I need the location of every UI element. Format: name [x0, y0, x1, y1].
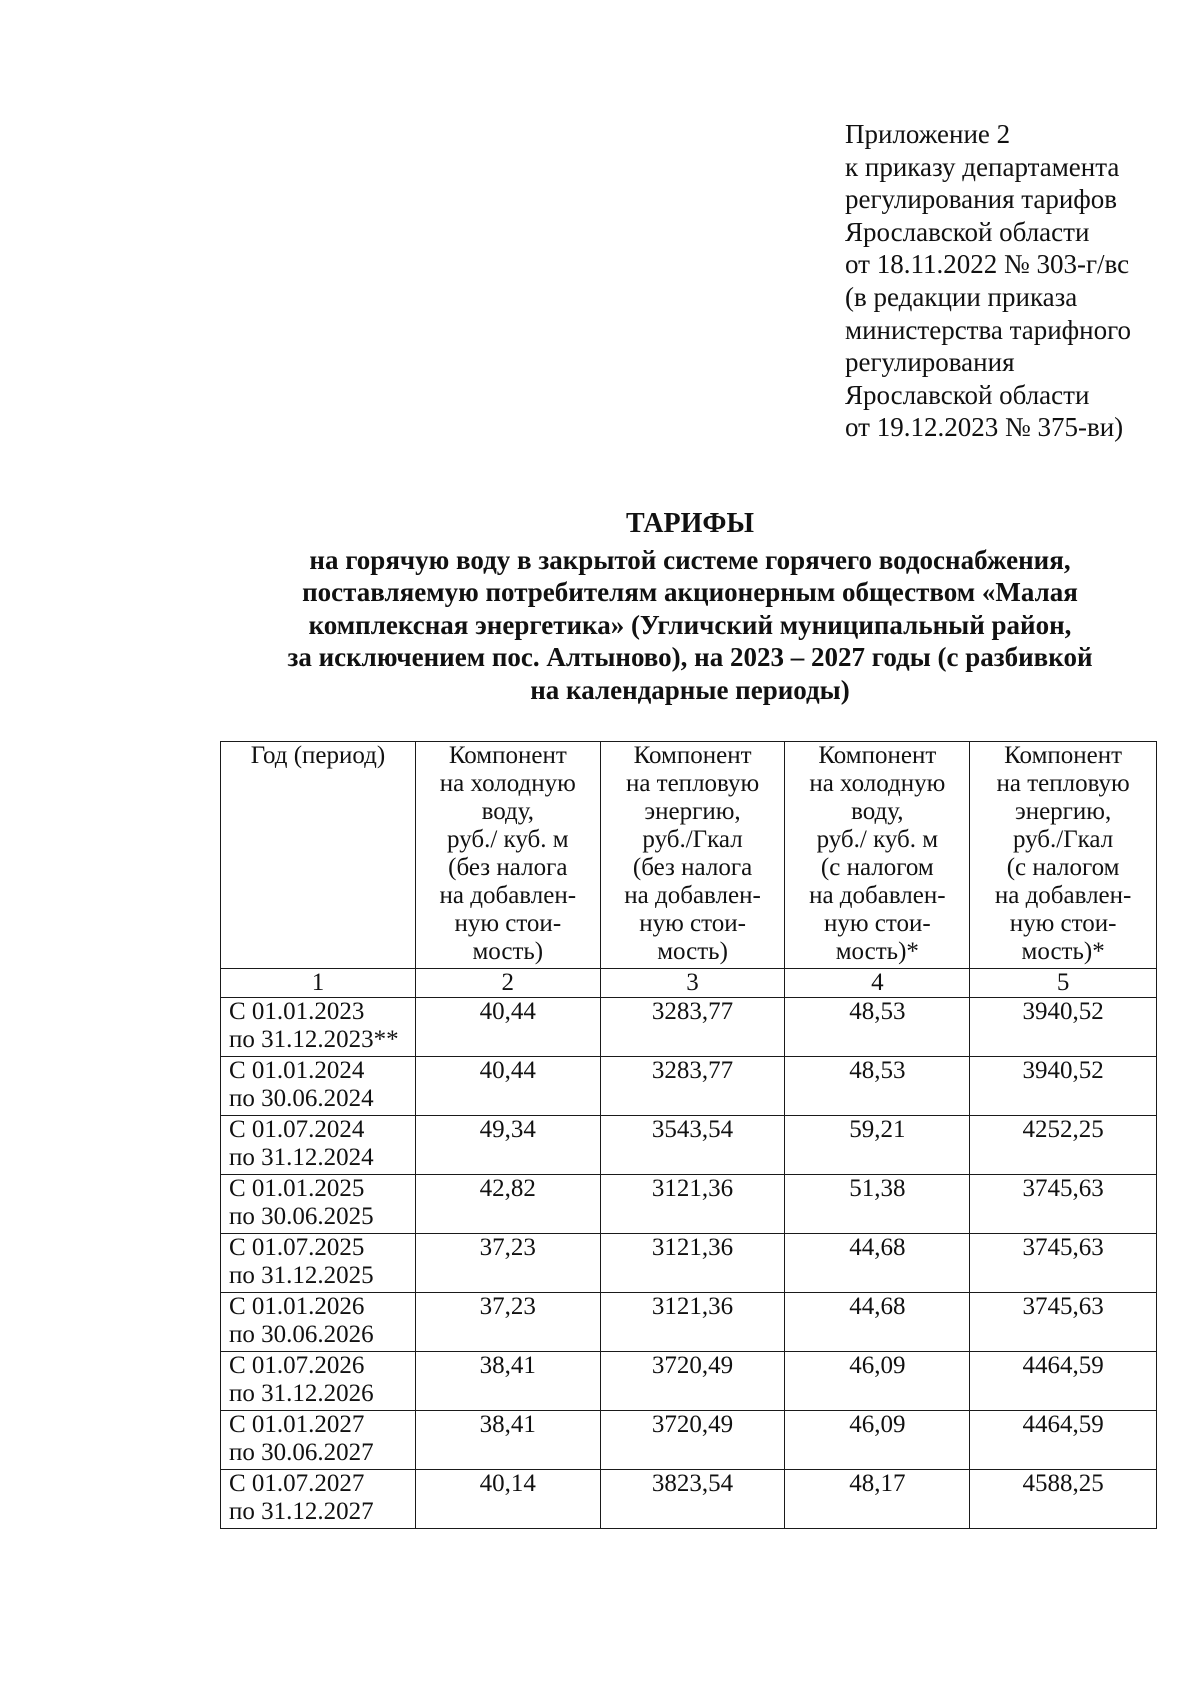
header-line: ную стои-	[454, 910, 562, 937]
header-line: руб./Гкал	[1012, 826, 1114, 853]
header-line: ную стои-	[639, 910, 746, 937]
appendix-line: от 19.12.2023 № 375-ви)	[845, 412, 1124, 443]
column-number: 5	[970, 969, 1157, 998]
period-cell	[221, 1116, 416, 1175]
period-start: С 01.07.2027	[229, 1470, 365, 1497]
value-cell: 46,09	[785, 1411, 970, 1470]
column-header-heat-energy-no-vat	[600, 742, 785, 969]
header-text	[416, 742, 600, 966]
title-line: поставляемую потребителям акционерным обществом «Малая	[302, 577, 1078, 607]
value-cell: 38,41	[415, 1352, 600, 1411]
appendix-line: Ярославской области	[845, 379, 1090, 410]
header-line: на холодную	[809, 770, 946, 797]
table-row	[221, 1293, 1157, 1352]
header-line: руб./ куб. м	[816, 826, 939, 853]
period-cell	[221, 1293, 416, 1352]
period-cell	[221, 1057, 416, 1116]
header-line: на добавлен-	[439, 882, 577, 909]
header-line: Компонент	[1004, 742, 1123, 769]
table-row	[221, 1470, 1157, 1529]
header-line: руб./Гкал	[642, 826, 743, 853]
value-cell: 3283,77	[600, 998, 785, 1057]
header-line: мость)*	[1021, 938, 1105, 965]
column-number: 3	[600, 969, 785, 998]
period-cell	[221, 1175, 416, 1234]
header-line: воду,	[851, 798, 904, 825]
column-number: 2	[415, 969, 600, 998]
value-cell: 3745,63	[970, 1293, 1157, 1352]
value-cell: 38,41	[415, 1411, 600, 1470]
header-line: руб./ куб. м	[447, 826, 569, 853]
period-start: С 01.07.2025	[229, 1234, 365, 1261]
header-line: (с налогом	[1006, 854, 1120, 881]
value-cell: 4464,59	[970, 1411, 1157, 1470]
appendix-line: регулирования	[845, 347, 1015, 378]
header-line: энергию,	[644, 798, 741, 825]
value-cell: 48,53	[785, 998, 970, 1057]
value-cell: 48,17	[785, 1470, 970, 1529]
header-line: мость)	[657, 938, 728, 965]
title-line: на горячую воду в закрытой системе горячего водоснабжения,	[309, 544, 1071, 575]
value-cell: 3720,49	[600, 1352, 785, 1411]
value-cell: 3823,54	[600, 1470, 785, 1529]
table-row	[221, 1411, 1157, 1470]
period-start: С 01.01.2026	[229, 1293, 365, 1320]
period-start: С 01.01.2025	[229, 1175, 365, 1202]
period-end: по 30.06.2025	[229, 1203, 374, 1230]
period-start: С 01.01.2027	[229, 1411, 365, 1438]
value-cell: 40,44	[415, 998, 600, 1057]
value-cell: 3121,36	[600, 1293, 785, 1352]
value-cell: 3121,36	[600, 1234, 785, 1293]
period-end: по 31.12.2024	[229, 1144, 374, 1171]
period-end: по 30.06.2026	[229, 1321, 374, 1348]
value-cell: 37,23	[415, 1293, 600, 1352]
appendix-line: министерства тарифного	[845, 314, 1132, 345]
header-line: Компонент	[633, 742, 752, 769]
value-cell: 4588,25	[970, 1470, 1157, 1529]
value-cell: 3940,52	[970, 1057, 1157, 1116]
period-cell	[221, 998, 416, 1057]
appendix-reference	[845, 118, 1175, 444]
header-text	[785, 742, 969, 966]
title-line: за исключением пос. Алтыново), на 2023 – 2027 годы (с разбивкой	[287, 642, 1093, 672]
period-start: С 01.07.2026	[229, 1352, 365, 1379]
table-header-row	[221, 742, 1157, 969]
header-line: ную стои-	[823, 910, 931, 937]
value-cell: 3940,52	[970, 998, 1157, 1057]
table-row	[221, 1352, 1157, 1411]
table-row	[221, 1116, 1157, 1175]
period-start: С 01.01.2023	[229, 998, 365, 1025]
value-cell: 46,09	[785, 1352, 970, 1411]
appendix-line: от 18.11.2022 № 303-г/вс	[845, 249, 1130, 280]
value-cell: 51,38	[785, 1175, 970, 1234]
column-header-period	[221, 742, 416, 969]
header-line: на добавлен-	[809, 882, 946, 909]
document-title	[220, 508, 1160, 706]
header-line: мость)	[472, 938, 544, 965]
column-header-heat-energy-with-vat	[970, 742, 1157, 969]
value-cell: 3543,54	[600, 1116, 785, 1175]
value-cell: 40,14	[415, 1470, 600, 1529]
period-end: по 30.06.2027	[229, 1439, 374, 1466]
document-heading: ТАРИФЫ	[626, 508, 754, 539]
table-row	[221, 1057, 1157, 1116]
header-line: (с налогом	[820, 854, 934, 881]
title-line: на календарные периоды)	[530, 674, 850, 705]
column-header-cold-water-with-vat	[785, 742, 970, 969]
header-line: на холодную	[439, 770, 576, 797]
period-end: по 31.12.2023**	[229, 1026, 399, 1053]
appendix-line: регулирования тарифов	[845, 184, 1118, 215]
header-line: воду,	[481, 798, 534, 825]
header-line: энергию,	[1014, 798, 1112, 825]
header-line: (без налога	[448, 854, 568, 881]
value-cell: 3283,77	[600, 1057, 785, 1116]
tariff-table	[220, 741, 1157, 1529]
header-line: ную стои-	[1009, 910, 1117, 937]
value-cell: 59,21	[785, 1116, 970, 1175]
period-end: по 30.06.2024	[229, 1085, 374, 1112]
column-number-row	[221, 969, 1157, 998]
header-line: (без налога	[632, 854, 753, 881]
header-line: на добавлен-	[624, 882, 761, 909]
header-line: на тепловую	[996, 770, 1130, 797]
value-cell: 3720,49	[600, 1411, 785, 1470]
column-number: 4	[785, 969, 970, 998]
period-end: по 31.12.2026	[229, 1380, 374, 1407]
period-cell	[221, 1352, 416, 1411]
table-row	[221, 1175, 1157, 1234]
value-cell: 48,53	[785, 1057, 970, 1116]
value-cell: 49,34	[415, 1116, 600, 1175]
header-text	[221, 742, 415, 770]
value-cell: 3121,36	[600, 1175, 785, 1234]
header-text	[601, 742, 785, 966]
header-line: Компонент	[448, 742, 567, 769]
period-end: по 31.12.2027	[229, 1498, 374, 1525]
period-end: по 31.12.2025	[229, 1262, 374, 1289]
appendix-line: к приказу департамента	[845, 151, 1120, 182]
header-text	[970, 742, 1156, 966]
value-cell: 42,82	[415, 1175, 600, 1234]
column-header-cold-water-no-vat	[415, 742, 600, 969]
value-cell: 3745,63	[970, 1175, 1157, 1234]
header-line: Год (период)	[250, 742, 386, 769]
value-cell: 4464,59	[970, 1352, 1157, 1411]
appendix-line: (в редакции приказа	[845, 281, 1078, 312]
table-row	[221, 998, 1157, 1057]
appendix-line: Ярославской области	[845, 216, 1090, 247]
value-cell: 3745,63	[970, 1234, 1157, 1293]
header-line: Компонент	[818, 742, 937, 769]
value-cell: 44,68	[785, 1234, 970, 1293]
appendix-line: Приложение 2	[845, 119, 1011, 149]
period-cell	[221, 1411, 416, 1470]
title-line: комплексная энергетика» (Угличский муниципальный район,	[308, 609, 1072, 640]
value-cell: 4252,25	[970, 1116, 1157, 1175]
header-line: на тепловую	[625, 770, 760, 797]
period-cell	[221, 1234, 416, 1293]
period-start: С 01.07.2024	[229, 1116, 365, 1143]
header-line: на добавлен-	[994, 882, 1132, 909]
value-cell: 40,44	[415, 1057, 600, 1116]
header-line: мость)*	[835, 938, 919, 965]
period-cell	[221, 1470, 416, 1529]
value-cell: 37,23	[415, 1234, 600, 1293]
table-row	[221, 1234, 1157, 1293]
period-start: С 01.01.2024	[229, 1057, 365, 1084]
column-number: 1	[221, 969, 416, 998]
value-cell: 44,68	[785, 1293, 970, 1352]
